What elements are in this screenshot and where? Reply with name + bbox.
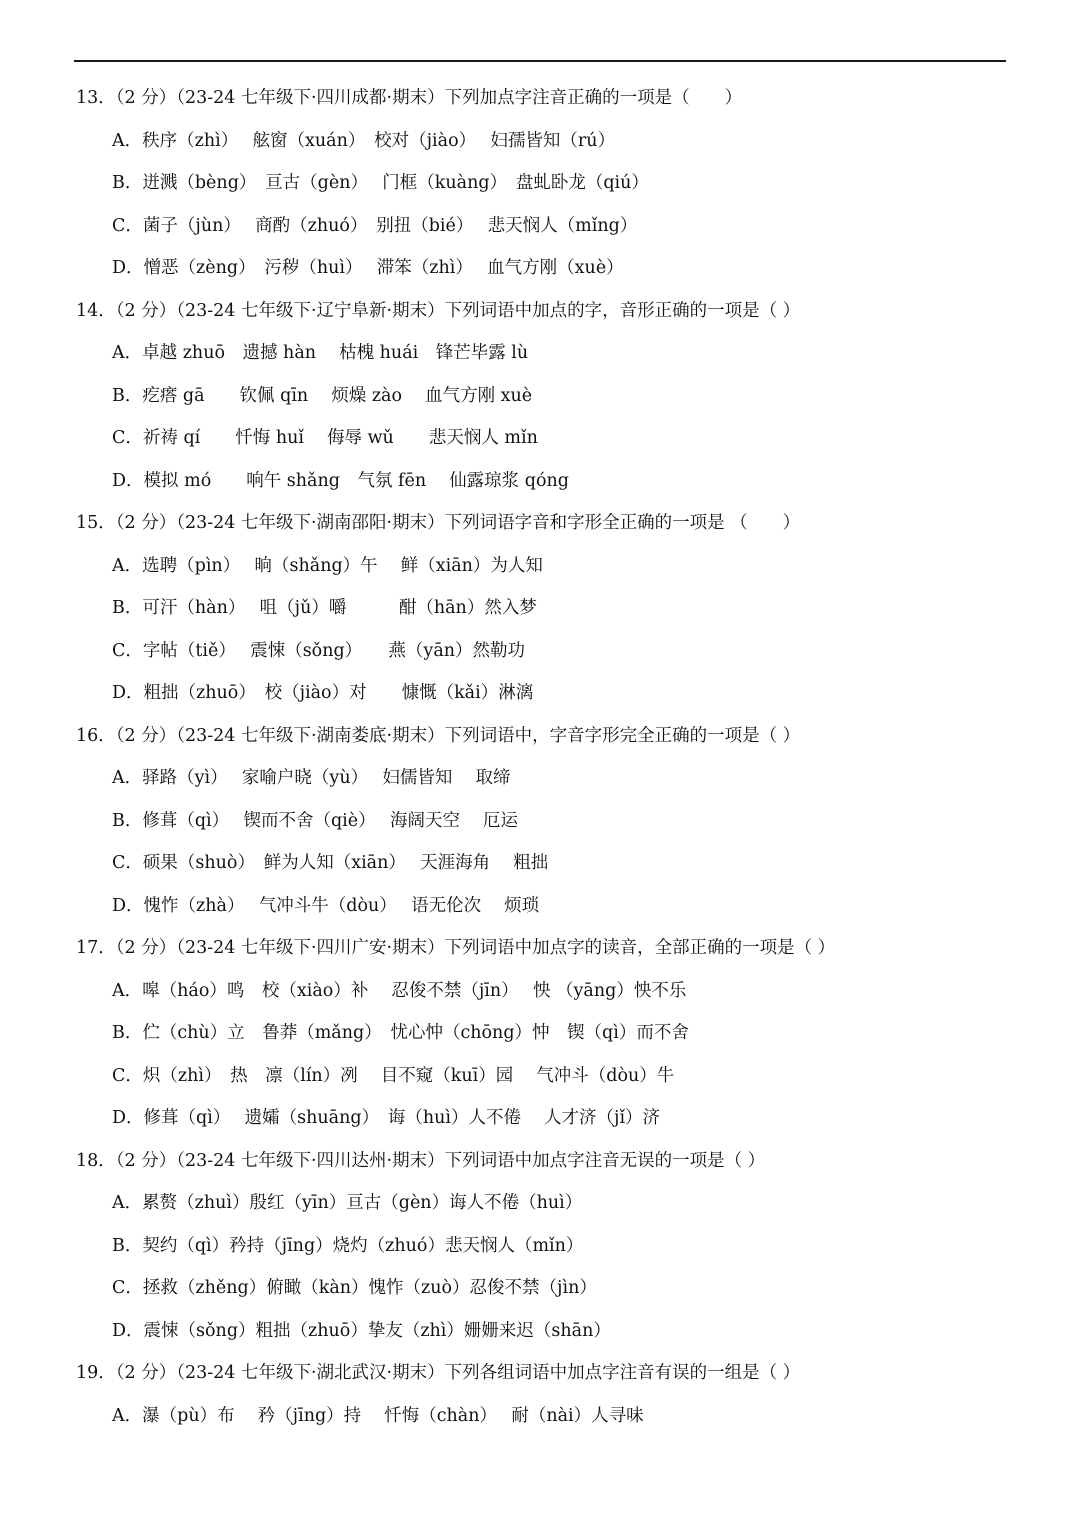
- question-18-option-a: A．累赘（zhuì）殷红（yīn）亘古（gèn）诲人不倦（huì）: [112, 1193, 583, 1213]
- question-19-stem: 19．（2 分）（23-24 七年级下·湖北武汉·期末）下列各组词语中加点字注音有误的一组是（ ）: [76, 1363, 801, 1383]
- question-15-option-a: A．选聘（pìn） 晌（shǎng）午 鲜（xiān）为人知: [112, 555, 543, 576]
- question-13-option-b: B．迸溅（bèng） 亘古（gèn） 门框（kuàng） 盘虬卧龙（qiú）: [112, 173, 649, 193]
- question-18-option-c: C．拯救（zhěng）俯瞰（kàn）愧怍（zuò）忍俊不禁（jìn）: [112, 1278, 597, 1298]
- question-17-option-c: C．炽（zhì） 热 凛（lín）冽 目不窥（kuī）园 气冲斗（dòu）牛: [112, 1065, 675, 1086]
- question-14-stem: 14．（2 分）（23-24 七年级下·辽宁阜新·期末）下列词语中加点的字，音形正确的一项是（ ）: [76, 300, 801, 321]
- question-16-option-b: B．修葺（qì） 锲而不舍（qiè） 海阔天空 厄运: [112, 810, 519, 831]
- question-16-option-a: A．驿路（yì） 家喻户晓（yù） 妇儒皆知 取缔: [112, 768, 511, 788]
- question-14-option-c: C．祈祷 qí 忏悔 huǐ 侮辱 wǔ 悲天悯人 mǐn: [112, 428, 538, 448]
- question-18-option-d: D．震悚（sǒng）粗拙（zhuō）挚友（zhì）姗姗来迟（shān）: [112, 1320, 611, 1341]
- question-14-option-b: B．疙瘩 gā 钦佩 qīn 烦燥 zào 血气方刚 xuè: [112, 385, 533, 406]
- question-19-option-a: A．瀑（pù）布 矜（jīng）持 忏悔（chàn） 耐（nài）人寻味: [112, 1405, 644, 1426]
- question-15-stem: 15．（2 分）（23-24 七年级下·湖南邵阳·期末）下列词语字音和字形全正确的一项是 （ ）: [76, 513, 801, 533]
- question-17-option-d: D．修葺（qì） 遗孀（shuāng） 诲（huì）人不倦 人才济（jǐ）济: [112, 1108, 661, 1128]
- question-15-option-c: C．字帖（tiě） 震悚（sǒng） 燕（yān）然勒功: [112, 640, 526, 661]
- question-16-option-d: D．愧怍（zhà） 气冲斗牛（dòu） 语无伦次 烦琐: [112, 895, 540, 916]
- question-18-option-b: B．契约（qì）矜持（jīng）烧灼（zhuó）悲天悯人（mǐn）: [112, 1235, 584, 1256]
- question-14-option-d: D．模拟 mó 响午 shǎng 气氛 fēn 仙露琼浆 qóng: [112, 470, 569, 491]
- question-15-option-d: D．粗拙（zhuō） 校（jiào）对 慷慨（kǎi）淋漓: [112, 683, 534, 703]
- question-17-option-a: A．嗥（háo）鸣 校（xiào）补 忍俊不禁（jīn） 怏 （yāng）怏不乐: [112, 980, 687, 1001]
- question-18-stem: 18．（2 分）（23-24 七年级下·四川达州·期末）下列词语中加点字注音无误的一项是（ ）: [76, 1150, 766, 1171]
- question-13-option-c: C．菌子（jùn） 商酌（zhuó） 别扭（bié） 悲天悯人（mǐng）: [112, 215, 638, 236]
- question-list: [76, 82, 1006, 1442]
- question-14-option-a: A．卓越 zhuō 遗撼 hàn 枯槐 huái 锋芒毕露 lù: [112, 343, 529, 363]
- question-13-option-a: A．秩序（zhì） 舷窗（xuán） 校对（jiào） 妇孺皆知（rú）: [112, 130, 616, 151]
- question-16-stem: 16．（2 分）（23-24 七年级下·湖南娄底·期末）下列词语中，字音字形完全正确的一项是（ ）: [76, 725, 801, 746]
- question-13-option-d: D．憎恶（zèng） 污秽（huì） 滞笨（zhì） 血气方刚（xuè）: [112, 258, 624, 278]
- question-16-option-c: C．硕果（shuò） 鲜为人知（xiān） 天涯海角 粗拙: [112, 853, 549, 873]
- top-rule: [74, 60, 1006, 62]
- question-15-option-b: B．可汗（hàn） 咀（jǔ）嚼 酣（hān）然入梦: [112, 598, 537, 618]
- question-17-option-b: B．伫（chù）立 鲁莽（mǎng） 忧心忡（chōng）忡 锲（qì）而不舍: [112, 1023, 689, 1043]
- question-13-stem: 13．（2 分）（23-24 七年级下·四川成都·期末）下列加点字注音正确的一项是（ ）: [76, 88, 743, 108]
- question-17-stem: 17．（2 分）（23-24 七年级下·四川广安·期末）下列词语中加点字的读音，全部正确的一项是（ ）: [76, 938, 836, 958]
